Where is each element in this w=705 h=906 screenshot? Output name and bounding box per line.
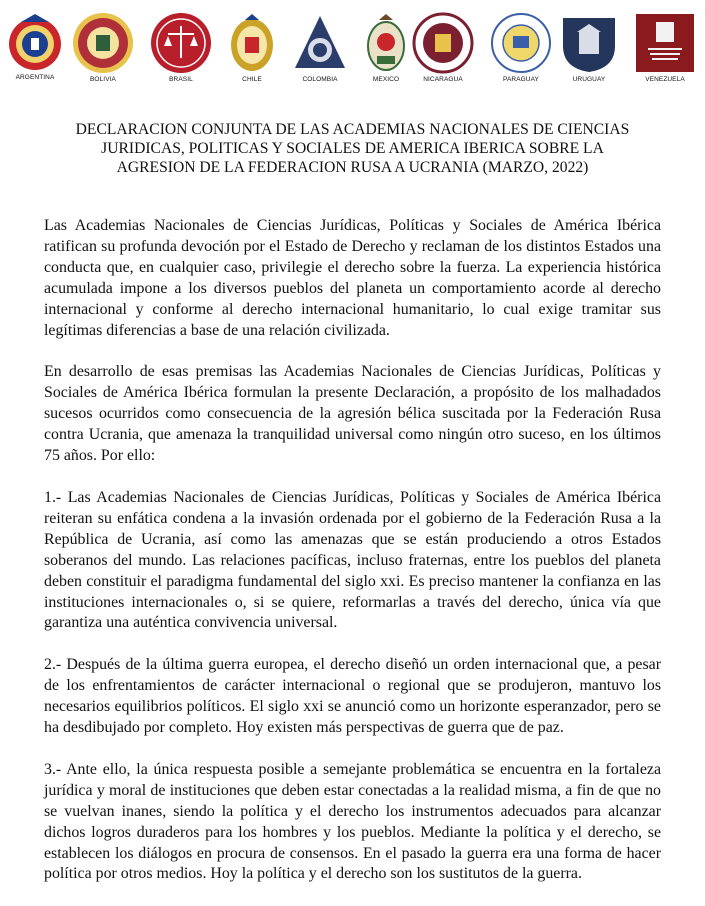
paragraph-point-1: 1.- Las Academias Nacionales de Ciencias Jurídicas, Políticas y Sociales de América Ibérica reiteran su enfática condena a la invasión ordenada por el gobierno de la Federación Rusa a la República de Ucrania, así como las amenazas que se están produciendo a otros Estados soberanos del mundo. Las relaciones pacíficas, incluso fraternas, entre los pueblos del planeta deben constituir el paradigma fundamental del siglo xxi. Es preciso mantener la confianza en las instituciones internacionales o, si se quiere, reformarlas a través del derecho, única vía que garantiza una auténtica convivencia universal. [44,488,661,632]
logo-uruguay [554,12,624,83]
paragraph-intro: Las Academias Nacionales de Ciencias Jurídicas, Políticas y Sociales de América Ibérica ratifican su profunda devoción por el Estado de Derecho y reclaman de los distintos Estados una conducta que, en cualquier caso, privilegie el derecho sobre la fuerza. La experiencia histórica acumulada impone a los diversos pueblos del planeta un comportamiento acorde al derecho internacional y conforme al derecho internacional humanitario, lo cual exige tramitar sus legítimas diferencias a base de una relación civilizada. [44,217,661,339]
logo-label-bolivia: BOLIVIA [90,76,116,83]
title-line: JURIDICAS, POLITICAS Y SOCIALES DE AMERICA IBERICA SOBRE LA [101,140,604,157]
logo-venezuela [630,12,700,83]
logo-brasil [146,12,216,83]
declaration-title [40,120,665,177]
mexico-academy-seal-icon [363,12,409,74]
logo-paraguay [486,12,556,83]
logo-label-chile: CHILE [242,76,262,83]
logo-colombia [285,12,355,83]
paragraph-premises: En desarrollo de esas premisas las Academias Nacionales de Ciencias Jurídicas, Políticas y Sociales de América Ibérica formulan la presente Declaración, a propósito de los malhadados sucesos ocurridos como consecuencia de la agresión bélica suscitada por la Federación Rusa contra Ucrania, que amenaza la tranquilidad universal como ningún otro suceso, en los últimos 75 años. Por ello: [44,363,661,465]
logo-label-nicaragua: NICARAGUA [423,76,463,83]
uruguay-academy-seal-icon [559,12,619,74]
colombia-academy-seal-icon [293,12,347,74]
logo-chile [217,12,287,83]
logo-argentina [0,12,70,81]
bolivia-academy-seal-icon [70,12,136,74]
chile-academy-seal-icon [227,12,277,74]
nicaragua-academy-seal-icon [412,12,474,74]
title-line: DECLARACION CONJUNTA DE LAS ACADEMIAS NACIONALES DE CIENCIAS [75,121,630,138]
logo-nicaragua [408,12,478,83]
logo-label-venezuela: VENEZUELA [645,76,685,83]
venezuela-academy-seal-icon [634,12,696,74]
logo-label-brasil: BRASIL [169,76,193,83]
paragraph-point-3: 3.- Ante ello, la única respuesta posible a semejante problemática se encuentra en la fortaleza jurídica y moral de instituciones que deben estar conectadas a la realidad misma, a fin de que no se vuelvan inanes, siendo la política y el derecho los instrumentos adecuados para alcanzar dichos logros duraderos para los hombres y los pueblos. Mediante la política y el derecho, se establecen los diálogos en procura de consensos. En el pasado la guerra era una forma de hacer política por otros medios. Hoy la política y el derecho son los sustitutos de la guerra. [44,760,661,883]
logo-bolivia [68,12,138,83]
brasil-academy-seal-icon [150,12,212,74]
academy-logos-row [0,12,705,104]
logo-label-uruguay: URUGUAY [572,76,606,83]
logo-label-paraguay: PARAGUAY [503,76,539,83]
title-line: AGRESION DE LA FEDERACION RUSA A UCRANIA (MARZO, 2022) [116,159,589,176]
logo-label-mexico: MEXICO [372,76,400,83]
paraguay-academy-seal-icon [489,12,553,74]
argentina-academy-seal-icon [7,12,63,72]
paragraph-point-2: 2.- Después de la última guerra europea, el derecho diseñó un orden internacional que, a pesar de los enfrentamientos de carácter internacional o regional que se produjeron, mantuvo los necesarios equilibrios políticos. El siglo xxi se anunció como un horizonte esperanzador, pero se ha desdibujado por completo. Hoy existen más perspectivas de guerra que de paz. [44,656,661,737]
logo-label-colombia: COLOMBIA [302,76,338,83]
logo-label-argentina: ARGENTINA [15,74,55,81]
declaration-body [44,216,661,906]
